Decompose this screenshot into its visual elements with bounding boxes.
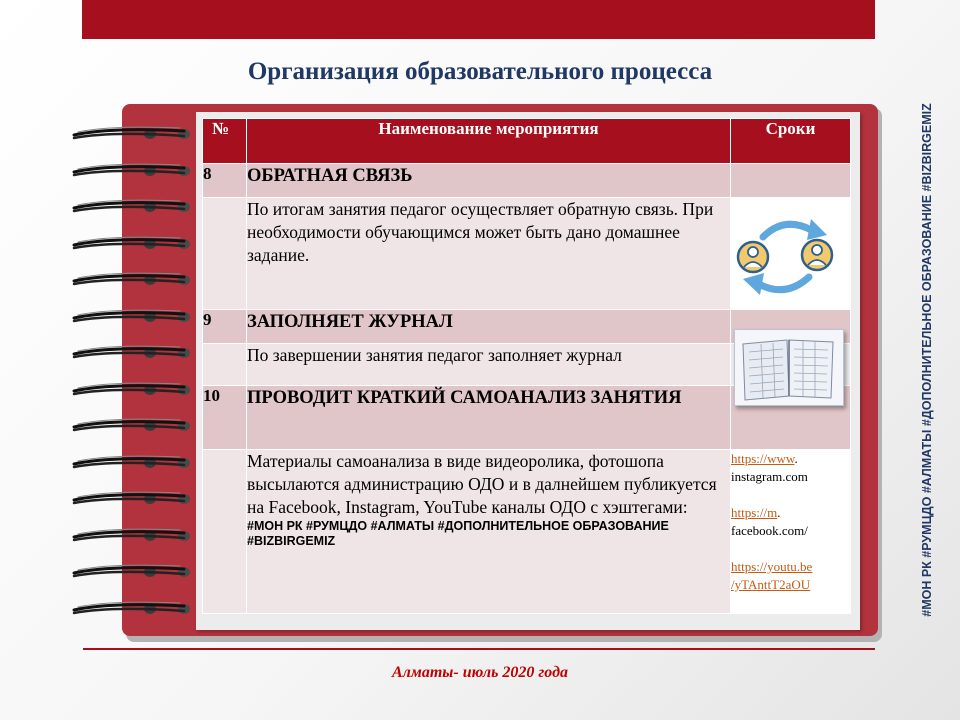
row-title: ПРОВОДИТ КРАТКИЙ САМОАНАЛИЗ ЗАНЯТИЯ	[247, 386, 731, 450]
youtube-link-part1: https://youtu.be	[731, 559, 813, 574]
top-accent-bar	[82, 0, 875, 39]
row-title: ОБРАТНАЯ СВЯЗЬ	[247, 164, 731, 198]
youtube-link-group	[731, 558, 850, 594]
table-header-row	[203, 119, 851, 164]
spiral-ring	[72, 198, 196, 216]
facebook-link-rest: facebook.com/	[731, 523, 808, 538]
feedback-cycle-icon	[733, 207, 838, 304]
slide-title: Организация образовательного процесса	[247, 58, 713, 85]
spiral-ring	[72, 600, 196, 618]
row-number: 9	[203, 310, 247, 344]
row-description-text: Материалы самоанализа в виде видеоролика, фотошопа высылаются администрацию ОДО и в далнейшем публикуется на Facebook, Instagram, YouTube каналы ОДО с хэштегами:	[247, 451, 717, 517]
row-number-empty	[203, 198, 247, 310]
footer-text: Алматы- июль 2020 года	[391, 664, 569, 681]
table-row	[203, 164, 851, 198]
spiral-ring	[72, 162, 196, 180]
spiral-ring	[72, 454, 196, 472]
spiral-ring	[72, 490, 196, 508]
spiral-ring	[72, 235, 196, 253]
instagram-link[interactable]: https://www	[731, 451, 795, 466]
spiral-ring	[72, 344, 196, 362]
spiral-ring	[72, 125, 196, 143]
row-description: По итогам занятия педагог осуществляет обратную связь. При необходимости обучающимся может быть дано домашнее задание.	[247, 198, 731, 310]
spiral-ring	[72, 308, 196, 326]
header-dates: Сроки	[731, 119, 851, 164]
instagram-link-group	[731, 450, 850, 486]
row-number: 8	[203, 164, 247, 198]
open-journal-icon	[734, 329, 844, 406]
spiral-ring	[72, 271, 196, 289]
facebook-link[interactable]: https://m	[731, 505, 778, 520]
instagram-link-rest: instagram.com	[731, 469, 808, 484]
instagram-link-dot: .	[794, 451, 798, 466]
header-activity-name: Наименование мероприятия	[247, 119, 731, 164]
row-number-empty	[203, 344, 247, 386]
hashtags-text: #МОН РК #РУМЦДО #АЛМАТЫ #ДОПОЛНИТЕЛЬНОЕ ОБРАЗОВАНИЕ #BIZBIRGEMIZ	[247, 519, 669, 548]
facebook-link-dot: .	[777, 505, 781, 520]
links-cell	[731, 450, 851, 614]
row-number-empty	[203, 450, 247, 614]
youtube-link-part2: /yTAnttT2aOU	[731, 577, 811, 592]
spiral-ring	[72, 417, 196, 435]
spiral-binding	[72, 125, 196, 635]
table-row	[203, 450, 851, 614]
spiral-ring	[72, 527, 196, 545]
spiral-ring	[72, 563, 196, 581]
row-description	[247, 450, 731, 614]
row-title: ЗАПОЛНЯЕТ ЖУРНАЛ	[247, 310, 731, 344]
row-number: 10	[203, 386, 247, 450]
side-hashtags-text: #МОН РК #РУМЦДО #АЛМАТЫ #ДОПОЛНИТЕЛЬНОЕ ОБРАЗОВАНИЕ #BIZBIRGEMIZ	[920, 103, 934, 617]
youtube-link[interactable]	[731, 559, 812, 592]
row-description: По завершении занятия педагог заполняет журнал	[247, 344, 731, 386]
header-number: №	[203, 119, 247, 164]
facebook-link-group	[731, 504, 850, 540]
spiral-ring	[72, 381, 196, 399]
footer-divider	[83, 648, 875, 650]
row-dates-cell	[731, 164, 851, 198]
side-hashtags	[917, 80, 937, 640]
